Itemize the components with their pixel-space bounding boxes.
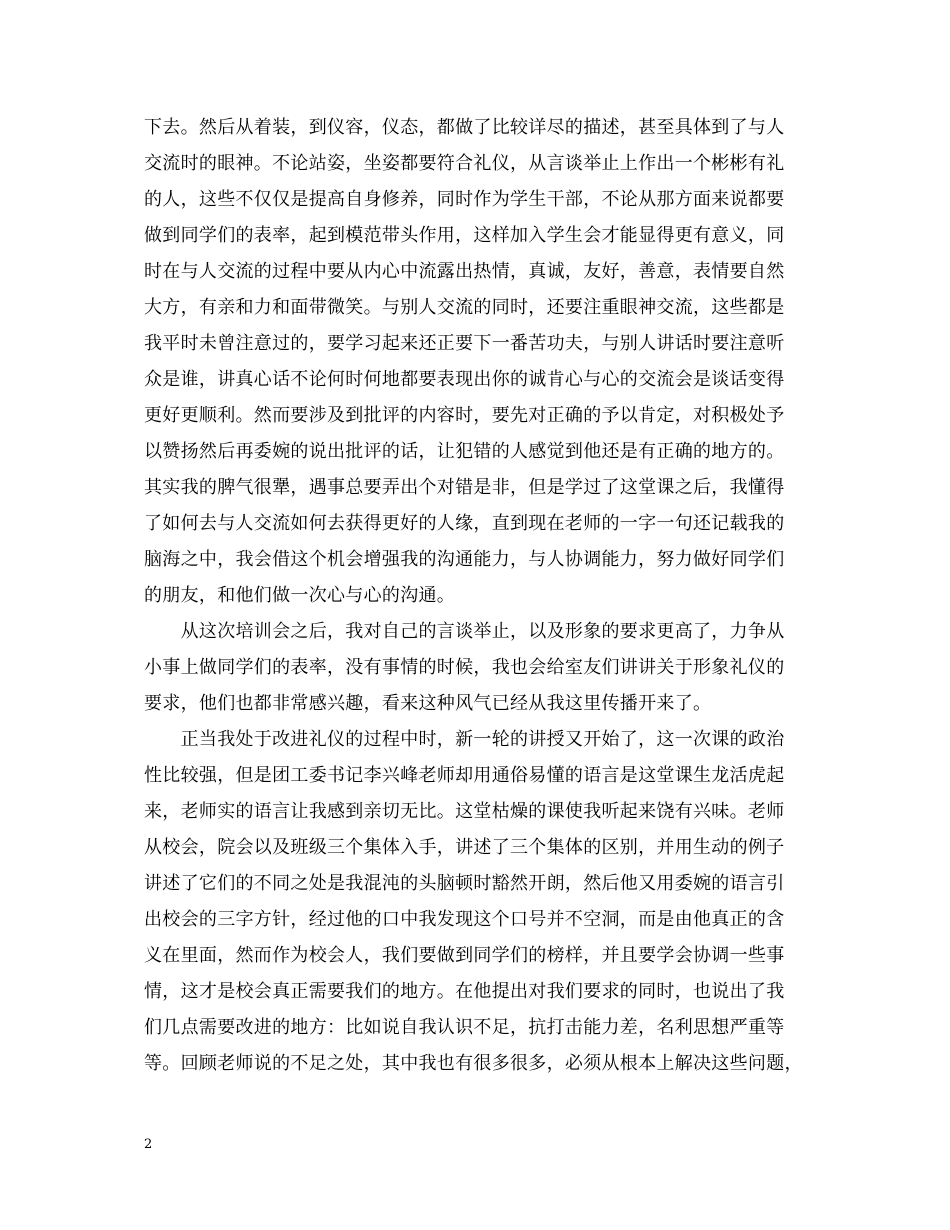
text-line: 以赞扬然后再委婉的说出批评的话，让犯错的人感觉到他还是有正确的地方的。 xyxy=(144,441,785,462)
text-line: 等。回顾老师说的不足之处，其中我也有很多很多，必须从根本上解决这些问题， xyxy=(144,1053,803,1074)
text-line: 其实我的脾气很犟，遇事总要弄出个对错是非，但是学过了这堂课之后，我懂得 xyxy=(144,477,785,498)
text-line: 下去。然后从着装，到仪容，仪态，都做了比较详尽的描述，甚至具体到了与人 xyxy=(144,117,785,138)
text-line: 义在里面，然而作为校会人，我们要做到同学们的榜样，并且要学会协调一些事 xyxy=(144,945,785,966)
text-line: 从校会，院会以及班级三个集体入手，讲述了三个集体的区别，并用生动的例子 xyxy=(144,837,785,858)
text-line: 要求，他们也都非常感兴趣，看来这种风气已经从我这里传播开来了。 xyxy=(144,693,712,714)
text-line: 众是谁，讲真心话不论何时何地都要表现出你的诚肯心与心的交流会是谈话变得 xyxy=(144,369,785,390)
text-line: 出校会的三字方针，经过他的口中我发现这个口号并不空洞，而是由他真正的含 xyxy=(144,909,785,930)
text-line: 我平时未曾注意过的，要学习起来还正要下一番苦功夫，与别人讲话时要注意听 xyxy=(144,333,785,354)
text-line: 小事上做同学们的表率，没有事情的时候，我也会给室友们讲讲关于形象礼仪的 xyxy=(144,657,785,678)
text-line: 的人，这些不仅仅是提高自身修养，同时作为学生干部，不论从那方面来说都要 xyxy=(144,189,785,210)
text-line: 从这次培训会之后，我对自己的言谈举止，以及形象的要求更高了，力争从 xyxy=(144,621,785,642)
text-line: 了如何去与人交流如何去获得更好的人缘，直到现在老师的一字一句还记载我的 xyxy=(144,513,785,534)
text-line: 性比较强，但是团工委书记李兴峰老师却用通俗易懂的语言是这堂课生龙活虎起 xyxy=(144,765,785,786)
text-line: 情，这才是校会真正需要我们的地方。在他提出对我们要求的同时，也说出了我 xyxy=(144,981,785,1002)
text-line: 讲述了它们的不同之处是我混沌的头脑顿时豁然开朗，然后他又用委婉的语言引 xyxy=(144,873,785,894)
text-line: 脑海之中，我会借这个机会增强我的沟通能力，与人协调能力，努力做好同学们 xyxy=(144,549,785,570)
text-line: 交流时的眼神。不论站姿，坐姿都要符合礼仪，从言谈举止上作出一个彬彬有礼 xyxy=(144,153,785,174)
text-line: 更好更顺利。然而要涉及到批评的内容时，要先对正确的予以肯定，对积极处予 xyxy=(144,405,785,426)
text-line: 的朋友，和他们做一次心与心的沟通。 xyxy=(144,585,456,606)
text-line: 做到同学们的表率，起到模范带头作用，这样加入学生会才能显得更有意义，同 xyxy=(144,225,785,246)
text-line: 时在与人交流的过程中要从内心中流露出热情，真诚，友好，善意，表情要自然 xyxy=(144,261,785,282)
text-line: 来，老师实的语言让我感到亲切无比。这堂枯燥的课使我听起来饶有兴味。老师 xyxy=(144,801,785,822)
text-line: 大方，有亲和力和面带微笑。与别人交流的同时，还要注重眼神交流，这些都是 xyxy=(144,297,785,318)
text-line: 们几点需要改进的地方：比如说自我认识不足，抗打击能力差，名利思想严重等 xyxy=(144,1017,785,1038)
page-number: 2 xyxy=(144,1137,153,1152)
text-line: 正当我处于改进礼仪的过程中时，新一轮的讲授又开始了，这一次课的政治 xyxy=(144,729,785,750)
